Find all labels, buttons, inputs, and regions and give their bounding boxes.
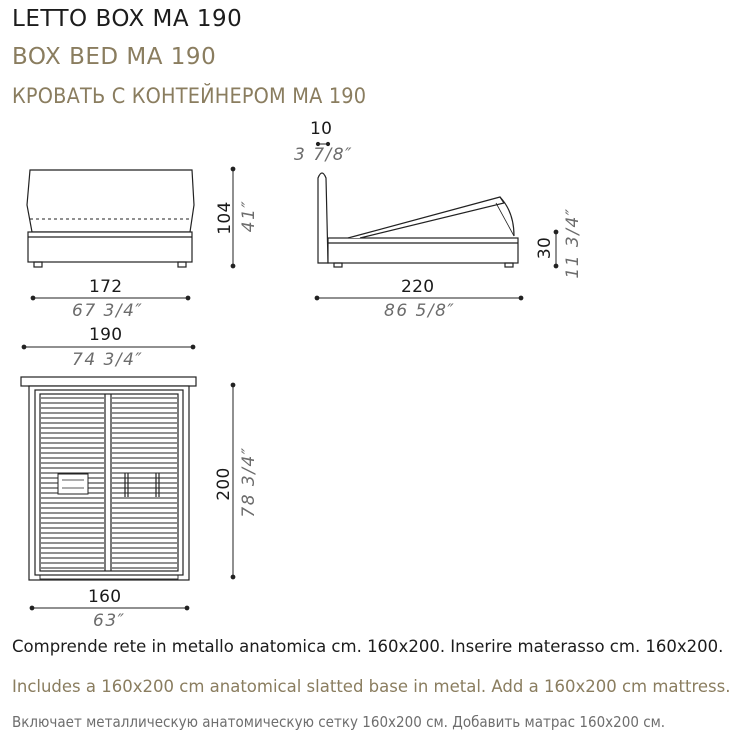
top-frame-width-cm: 160 xyxy=(88,587,122,607)
top-overall-width-in: 74 3/4″ xyxy=(72,350,144,370)
side-length-in: 86 5/8″ xyxy=(384,301,456,321)
front-height-cm: 104 xyxy=(215,201,235,235)
note-english: Includes a 160x200 cm anatomical slatted base in metal. Add a 160x200 cm mattress. xyxy=(12,677,731,696)
side-headboard-cm: 10 xyxy=(310,119,333,139)
front-width-cm: 172 xyxy=(89,277,123,297)
top-frame-length-in: 78 3/4″ xyxy=(239,446,259,518)
note-russian: Включает металлическую анатомическую сетку 160x200 см. Добавить матрас 160x200 см. xyxy=(12,713,666,731)
top-frame-length-cm: 200 xyxy=(214,467,234,501)
side-base-height-cm: 30 xyxy=(535,236,555,260)
side-base-height-in: 11 3/4″ xyxy=(563,207,583,279)
top-view-drawing xyxy=(21,345,235,610)
front-width-in: 67 3/4″ xyxy=(72,301,144,321)
title-italian: LETTO BOX MA 190 xyxy=(12,6,243,32)
front-height-in: 41″ xyxy=(239,199,259,233)
title-english: BOX BED MA 190 xyxy=(12,44,217,70)
note-italian: Comprende rete in metallo anatomica cm. 160x200. Inserire materasso cm. 160x200. xyxy=(12,637,724,656)
side-length-cm: 220 xyxy=(401,277,435,297)
side-view-drawing xyxy=(315,143,558,300)
side-headboard-in: 3 7/8″ xyxy=(294,145,353,165)
front-view-drawing xyxy=(27,167,235,300)
top-overall-width-cm: 190 xyxy=(89,325,123,345)
top-frame-width-in: 63″ xyxy=(93,611,126,631)
title-russian: КРОВАТЬ С КОНТЕЙНЕРОМ MA 190 xyxy=(12,84,367,108)
